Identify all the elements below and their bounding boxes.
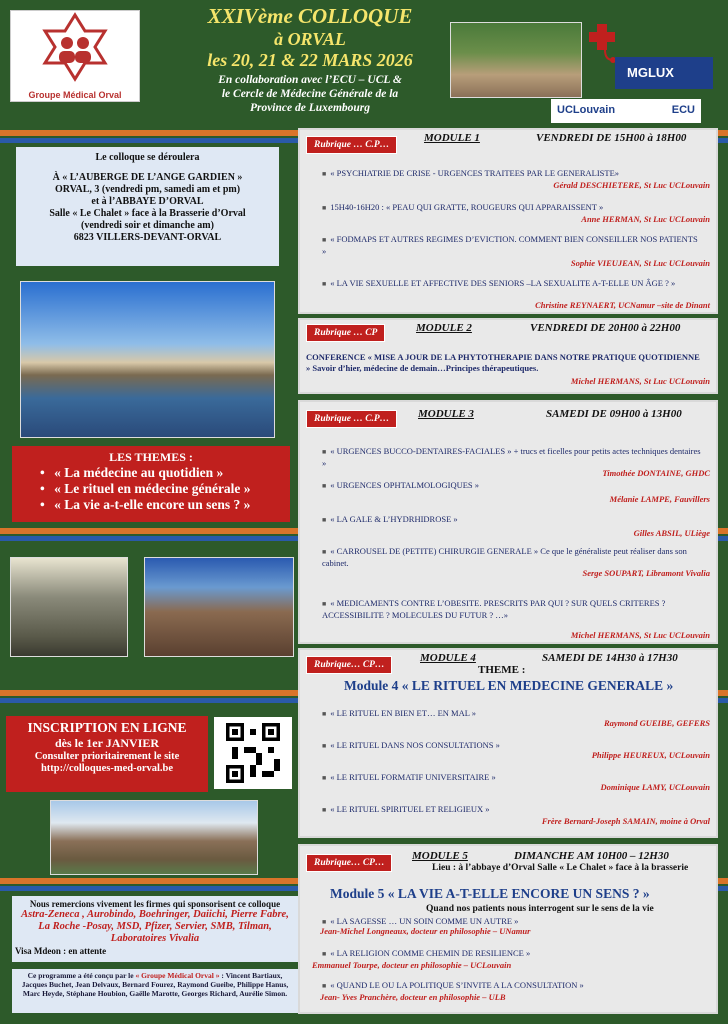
medical-star-icon xyxy=(35,11,115,83)
auberge-photo xyxy=(450,22,582,98)
themes-title: LES THEMES : xyxy=(109,450,193,464)
venue-line: À « L’AUBERGE DE L’ANGE GARDIEN » xyxy=(52,172,243,183)
module-1: Rubrique … C.P… MODULE 1 VENDREDI DE 15H00 à 18H00 ■ « PSYCHIATRIE DE CRISE - URGENCES TRAITEES PAR LE GENERALISTE» Gérald DESCHIETERE, St Luc UCLouvain ■ 15H40-16H20 : « PEAU QUI GRATTE, ROUGEURS QUI APPARAISSENT » Anne HERMAN, St Luc UCLouvain ■ « FODMAPS ET AUTRES REGIMES D’EVICTION. COMMENT BIEN CONSEILLER NOS PATIENTS » Sophie VIEUJEAN, St Luc UCLouvain ■ « LA VIE SEXUELLE ET AFFECTIVE DES SENIORS –LA SEXUALITE A-T-ELLE UN ÂGE ? » Christine REYNAERT, UCNamur –site de Dinant xyxy=(298,128,718,314)
talk-title: « LE RITUEL SPIRITUEL ET RELIGIEUX » xyxy=(330,804,490,814)
venue-line: ORVAL, 3 (vendredi pm, samedi am et pm) xyxy=(54,184,241,195)
module-5: Rubrique… CP… MODULE 5 DIMANCHE AM 10H00 – 12H30 Lieu : à l’abbaye d’Orval Salle « Le Chalet » face à la brasserie Module 5 « LA VIE A-T-ELLE ENCORE UN SENS ? » Quand nos patients nous interrogent sur le sens de la vie ■ « LA SAGESSE … UN SOIN COMME UN AUTRE » Jean-Michel Longneaux, docteur en philosophie – UNamur ■ « LA RELIGION COMME CHEMIN DE RESILIENCE » Emmanuel Tourpe, docteur en philosophie – UCLouvain ■ « QUAND LE OU LA POLITIQUE S’INVITE A LA CONSULTATION » Jean- Yves Pranchère, docteur en philosophie – ULB xyxy=(298,844,718,1014)
visa-label: Visa Mdeon : xyxy=(15,946,67,956)
medical-cross-icon xyxy=(587,22,617,64)
qr-code-icon[interactable] xyxy=(214,717,292,789)
talk-title: « LA SAGESSE … UN SOIN COMME UN AUTRE » xyxy=(330,916,519,926)
venue-line: Le colloque se déroulera xyxy=(95,152,200,163)
talk-speaker: Gérald DESCHIETERE, St Luc UCLouvain xyxy=(553,180,710,190)
talk-title: « MEDICAMENTS CONTRE L’OBESITE. PRESCRITS PAR QUI ? SUR QUELS CRITERES ? ACCESSIBILITE ? MOLECULES DU FUTUR ? …» xyxy=(322,598,666,620)
talk-speaker: Jean- Yves Pranchère, docteur en philosophie – ULB xyxy=(320,992,506,1002)
rubrique-badge: Rubrique … CP xyxy=(306,324,385,342)
module-title: MODULE 3 xyxy=(418,408,474,420)
venue-info xyxy=(16,147,279,266)
talk-title: « PSYCHIATRIE DE CRISE - URGENCES TRAITEES PAR LE GENERALISTE» xyxy=(330,168,620,178)
module-schedule: SAMEDI DE 09H00 à 13H00 xyxy=(546,408,682,420)
visa-line xyxy=(15,946,295,956)
group-logo xyxy=(10,10,140,102)
sponsors-box xyxy=(12,896,298,962)
credits-group: « Groupe Médical Orval » xyxy=(135,971,220,980)
collab-line: Province de Luxembourg xyxy=(249,102,371,114)
credits-box xyxy=(12,969,298,1013)
rubrique-badge: Rubrique … C.P… xyxy=(306,136,397,154)
title-line: les 20, 21 & 22 MARS 2026 xyxy=(207,50,413,70)
module-3: Rubrique … C.P… MODULE 3 SAMEDI DE 09H00 à 13H00 ■ « URGENCES BUCCO-DENTAIRES-FACIALES » + trucs et ficelles pour petits actes techniques dentaires » Timothée DONTAINE, GHDC ■ « URGENCES OPHTALMOLOGIQUES » Mélanie LAMPE, Fauvillers ■ « LA GALE & L’HYDRHIDROSE » Gilles ABSIL, ULiège ■ « CARROUSEL DE (PETITE) CHIRURGIE GENERALE » Ce que le généraliste peut réaliser dans son cabinet. Serge SOUPART, Libramont Vivalia ■ « MEDICAMENTS CONTRE L’OBESITE. PRESCRITS PAR QUI ? SUR QUELS CRITERES ? ACCESSIBILITE ? MOLECULES DU FUTUR ? …» Michel HERMANS, St Luc UCLouvain xyxy=(298,400,718,644)
module-schedule: VENDREDI DE 15H00 à 18H00 xyxy=(536,132,687,144)
module-title: MODULE 4 xyxy=(420,652,476,664)
theme-item: • « La médecine au quotidien » xyxy=(40,465,282,481)
talk-speaker: Mélanie LAMPE, Fauvillers xyxy=(609,494,710,504)
module-title: MODULE 1 xyxy=(424,132,480,144)
talk-speaker: Jean-Michel Longneaux, docteur en philosophie – UNamur xyxy=(320,926,531,936)
module-title: MODULE 2 xyxy=(416,322,472,334)
talk-title: « LA RELIGION COMME CHEMIN DE RESILIENCE » xyxy=(330,948,531,958)
talk-speaker: Christine REYNAERT, UCNamur –site de Dinant xyxy=(535,300,710,310)
partner-logos xyxy=(551,99,701,123)
talk-speaker: Frère Bernard-Joseph SAMAIN, moine à Orval xyxy=(541,816,710,826)
village-photo xyxy=(10,557,128,657)
talk-speaker: Michel HERMANS, St Luc UCLouvain xyxy=(570,630,710,640)
collab-line: En collaboration avec l’ECU – UCL & xyxy=(218,74,402,86)
talk-title: « FODMAPS ET AUTRES REGIMES D’EVICTION. COMMENT BIEN CONSEILLER NOS PATIENTS » xyxy=(322,234,698,256)
talk-title: « LE RITUEL DANS NOS CONSULTATIONS » xyxy=(330,740,500,750)
talk-speaker: Emmanuel Tourpe, docteur en philosophie – UCLouvain xyxy=(312,960,512,970)
talk-speaker: Dominique LAMY, UCLouvain xyxy=(600,782,710,792)
rubrique-badge: Rubrique … C.P… xyxy=(306,410,397,428)
module-location: Lieu : à l’abbaye d’Orval Salle « Le Chalet » face à la brasserie xyxy=(432,863,689,873)
ruins-photo xyxy=(144,557,294,657)
abbey-building-photo xyxy=(50,800,258,875)
sponsors-intro: Nous remercions vivement les firmes qui sponsorisent ce colloque xyxy=(29,899,281,909)
talk-speaker: Serge SOUPART, Libramont Vivalia xyxy=(582,568,710,578)
registration-url[interactable]: http://colloques-med-orval.be xyxy=(40,763,174,774)
theme-item: • « La vie a-t-elle encore un sens ? » xyxy=(40,497,282,513)
title-line: à ORVAL xyxy=(274,29,346,49)
conference-text: CONFERENCE « MISE A JOUR DE LA PHYTOTHERAPIE DANS NOTRE PRATIQUE QUOTIDIENNE » Savoir d’hier, médecine de demain…Principes thérapeutiques. xyxy=(306,352,700,373)
registration-title: INSCRIPTION EN LIGNE xyxy=(27,720,187,735)
venue-line: Salle « Le Chalet » face à la Brasserie d’Orval xyxy=(49,208,246,219)
module-title: MODULE 5 xyxy=(412,850,468,862)
talk-title: 15H40-16H20 : « PEAU QUI GRATTE, ROUGEURS QUI APPARAISSENT » xyxy=(330,202,604,212)
rubrique-badge: Rubrique… CP… xyxy=(306,854,392,872)
talk-speaker: Michel HERMANS, St Luc UCLouvain xyxy=(570,376,710,386)
talk-title: « URGENCES BUCCO-DENTAIRES-FACIALES » + trucs et ficelles pour petits actes techniques dentaires » xyxy=(322,446,701,468)
venue-line: et à l’ABBAYE D’ORVAL xyxy=(91,196,204,207)
talk-speaker: Timothée DONTAINE, GHDC xyxy=(602,468,710,478)
talk-title: « QUAND LE OU LA POLITIQUE S’INVITE A LA CONSULTATION » xyxy=(330,980,584,990)
mglux-badge: MGLUX xyxy=(615,57,713,89)
credits-pre: Ce programme a été conçu par le xyxy=(27,971,134,980)
talk-title: « CARROUSEL DE (PETITE) CHIRURGIE GENERALE » Ce que le généraliste peut réaliser dans son cabinet. xyxy=(322,546,687,568)
module-4: Rubrique… CP… MODULE 4 SAMEDI DE 14H30 à 17H30 THEME : Module 4 « LE RITUEL EN MEDECINE GENERALE » ■ « LE RITUEL EN BIEN ET… EN MAL » Raymond GUEIBE, GEFERS ■ « LE RITUEL DANS NOS CONSULTATIONS » Philippe HEUREUX, UCLouvain ■ « LE RITUEL FORMATIF UNIVERSITAIRE » Dominique LAMY, UCLouvain ■ « LE RITUEL SPIRITUEL ET RELIGIEUX » Frère Bernard-Joseph SAMAIN, moine à Orval xyxy=(298,648,718,838)
venue-line: (vendredi soir et dimanche am) xyxy=(81,220,214,231)
talk-speaker: Anne HERMAN, St Luc UCLouvain xyxy=(581,214,710,224)
module-schedule: DIMANCHE AM 10H00 – 12H30 xyxy=(514,850,669,862)
visa-value: en attente xyxy=(68,946,107,956)
module-theme: Module 5 « LA VIE A-T-ELLE ENCORE UN SENS ? » xyxy=(330,886,650,901)
registration-box xyxy=(6,716,208,792)
uclouvain-logo: UCLouvain xyxy=(557,104,616,116)
module-theme: Module 4 « LE RITUEL EN MEDECINE GENERALE » xyxy=(344,678,674,693)
talk-speaker: Raymond GUEIBE, GEFERS xyxy=(603,718,710,728)
sponsors-list: Astra-Zeneca , Aurobindo, Boehringer, Daiichi, Pierre Fabre, La Roche -Posay, MSD, Pfizer, Servier, SMB, Tilman, Laboratoires Vivalia xyxy=(21,909,289,944)
page-title xyxy=(160,4,460,115)
theme-label: THEME : xyxy=(478,664,526,676)
ecu-logo: ECU xyxy=(671,104,695,116)
registration-date: dès le 1er JANVIER xyxy=(54,736,160,750)
talk-speaker: Gilles ABSIL, ULiège xyxy=(633,528,710,538)
themes-box xyxy=(12,446,290,522)
rubrique-badge: Rubrique… CP… xyxy=(306,656,392,674)
theme-item: • « Le rituel en médecine générale » xyxy=(40,481,282,497)
talk-title: « LA GALE & L’HYDRHIDROSE » xyxy=(330,514,458,524)
module-schedule: VENDREDI DE 20H00 à 22H00 xyxy=(530,322,681,334)
module-subtitle: Quand nos patients nous interrogent sur le sens de la vie xyxy=(426,904,654,914)
talk-speaker: Philippe HEUREUX, UCLouvain xyxy=(591,750,710,760)
collab-line: le Cercle de Médecine Générale de la xyxy=(221,88,399,100)
credits-names: : Vincent Bartiaux, Jacques Buchet, Jean Delvaux, Bernard Fourez, Raymond Gueibe, Philippe Hanus, Marc Heyde, Stéphane Houbion, Gaëlle Marotte, Georges Richard, Aurélie Simon. xyxy=(21,971,289,998)
logo-text: Groupe Médical Orval xyxy=(28,90,122,100)
talk-title: « URGENCES OPHTALMOLOGIQUES » xyxy=(330,480,480,490)
venue-line: 6823 VILLERS-DEVANT-ORVAL xyxy=(73,232,222,243)
module-2 xyxy=(298,318,718,394)
talk-title: « LE RITUEL EN BIEN ET… EN MAL » xyxy=(330,708,476,718)
talk-speaker: Sophie VIEUJEAN, St Luc UCLouvain xyxy=(570,258,710,268)
talk-title: « LE RITUEL FORMATIF UNIVERSITAIRE » xyxy=(330,772,496,782)
talk-title: « LA VIE SEXUELLE ET AFFECTIVE DES SENIORS –LA SEXUALITE A-T-ELLE UN ÂGE ? » xyxy=(330,278,676,288)
abbey-photo xyxy=(20,281,275,438)
registration-note: Consulter prioritairement le site xyxy=(34,751,180,762)
title-line: XXIVème COLLOQUE xyxy=(207,4,413,28)
module-schedule: SAMEDI DE 14H30 à 17H30 xyxy=(542,652,678,664)
